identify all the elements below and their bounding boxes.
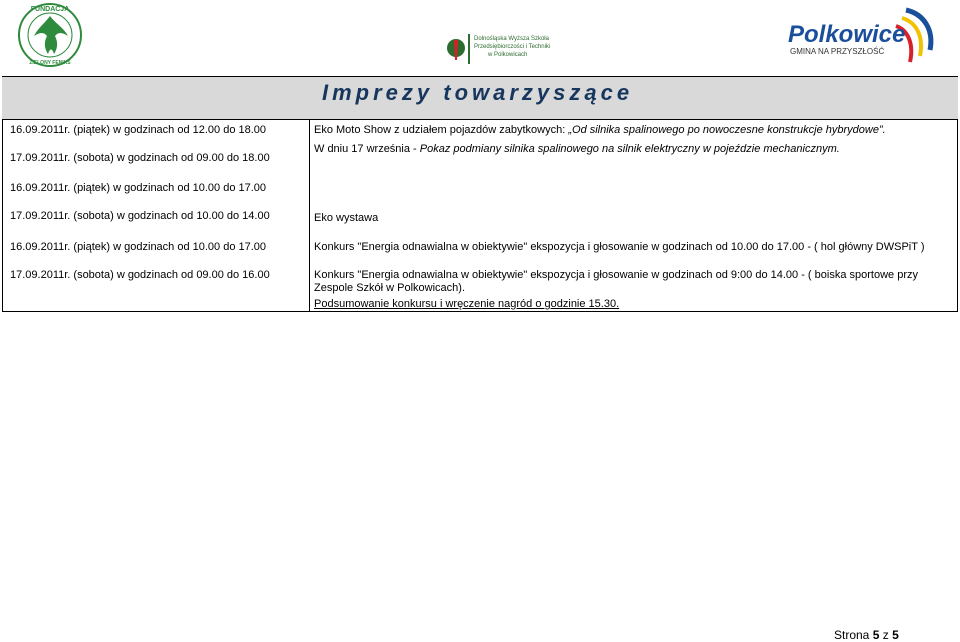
- konkurs-text-2: Konkurs "Energia odnawialna w obiektywie" ekspozycja i głosowanie w godzinach od 9:00 do 14.00 - ( boiska sportowe przy Zespole Szkół w Polkowicach).: [314, 269, 918, 294]
- column-divider: [309, 120, 310, 311]
- fundacja-zielony-feniks-logo: [14, 2, 86, 68]
- page-number-total: 5: [892, 628, 899, 642]
- page-number-label: Strona: [834, 628, 870, 642]
- schedule-date-5: 16.09.2011r. (piątek) w godzinach od 10.00 do 17.00: [10, 241, 267, 253]
- eko-moto-show-text: [314, 124, 886, 137]
- polkowice-gmina-logo: [784, 4, 940, 68]
- engine-swap-text: [314, 143, 840, 156]
- dwspit-logo-line-1: Dolnośląska Wyższa Szkoła: [474, 36, 549, 42]
- eko-wystawa-text: Eko wystawa: [314, 212, 379, 224]
- polkowice-logo-name: Polkowice: [788, 21, 906, 48]
- page-number-current: 5: [872, 628, 880, 642]
- page-number-of: z: [882, 628, 889, 642]
- schedule-date-3: 16.09.2011r. (piątek) w godzinach od 10.00 do 17.00: [10, 182, 267, 194]
- schedule-date-6: 17.09.2011r. (sobota) w godzinach od 09.00 do 16.00: [10, 269, 270, 281]
- engine-swap-prefix: W dniu 17 września -: [314, 143, 420, 155]
- fundacja-logo-bottom-text: ZIELONY FENIKS: [29, 60, 71, 66]
- polkowice-logo-tagline: GMINA NA PRZYSZŁOŚĆ: [790, 47, 885, 56]
- page-title: Imprezy towarzyszące: [322, 80, 634, 105]
- page-number: [834, 628, 899, 642]
- engine-swap-italic: Pokaz podmiany silnika spalinowego na silnik elektryczny w pojeździe mechanicznym.: [419, 143, 840, 155]
- podsumowanie-text: Podsumowanie konkursu i wręczenie nagród o godzinie 15.30.: [314, 298, 620, 310]
- eko-moto-show-prefix: Eko Moto Show z udziałem pojazdów zabytkowych:: [314, 124, 569, 136]
- konkurs-text-1: Konkurs "Energia odnawialna w obiektywie" ekspozycja i głosowanie w godzinach od 10.00 do 17.00 - ( hol główny DWSPiT ): [314, 241, 925, 253]
- title-banner: [2, 76, 958, 120]
- schedule-table: [2, 120, 958, 312]
- dwspit-logo-line-2: Przedsiębiorczości i Techniki: [474, 44, 551, 50]
- dwspit-logo: [444, 30, 594, 70]
- schedule-date-2: 17.09.2011r. (sobota) w godzinach od 09.00 do 18.00: [10, 152, 270, 164]
- dwspit-logo-line-3: w Polkowicach: [488, 52, 528, 58]
- schedule-date-4: 17.09.2011r. (sobota) w godzinach od 10.00 do 14.00: [10, 210, 270, 222]
- schedule-date-1: 16.09.2011r. (piątek) w godzinach od 12.00 do 18.00: [10, 124, 267, 136]
- eko-moto-show-italic: „Od silnika spalinowego po nowoczesne konstrukcje hybrydowe”.: [568, 124, 886, 136]
- torch-icon: [454, 40, 458, 60]
- fundacja-logo-top-text: FUNDACJA: [30, 6, 70, 13]
